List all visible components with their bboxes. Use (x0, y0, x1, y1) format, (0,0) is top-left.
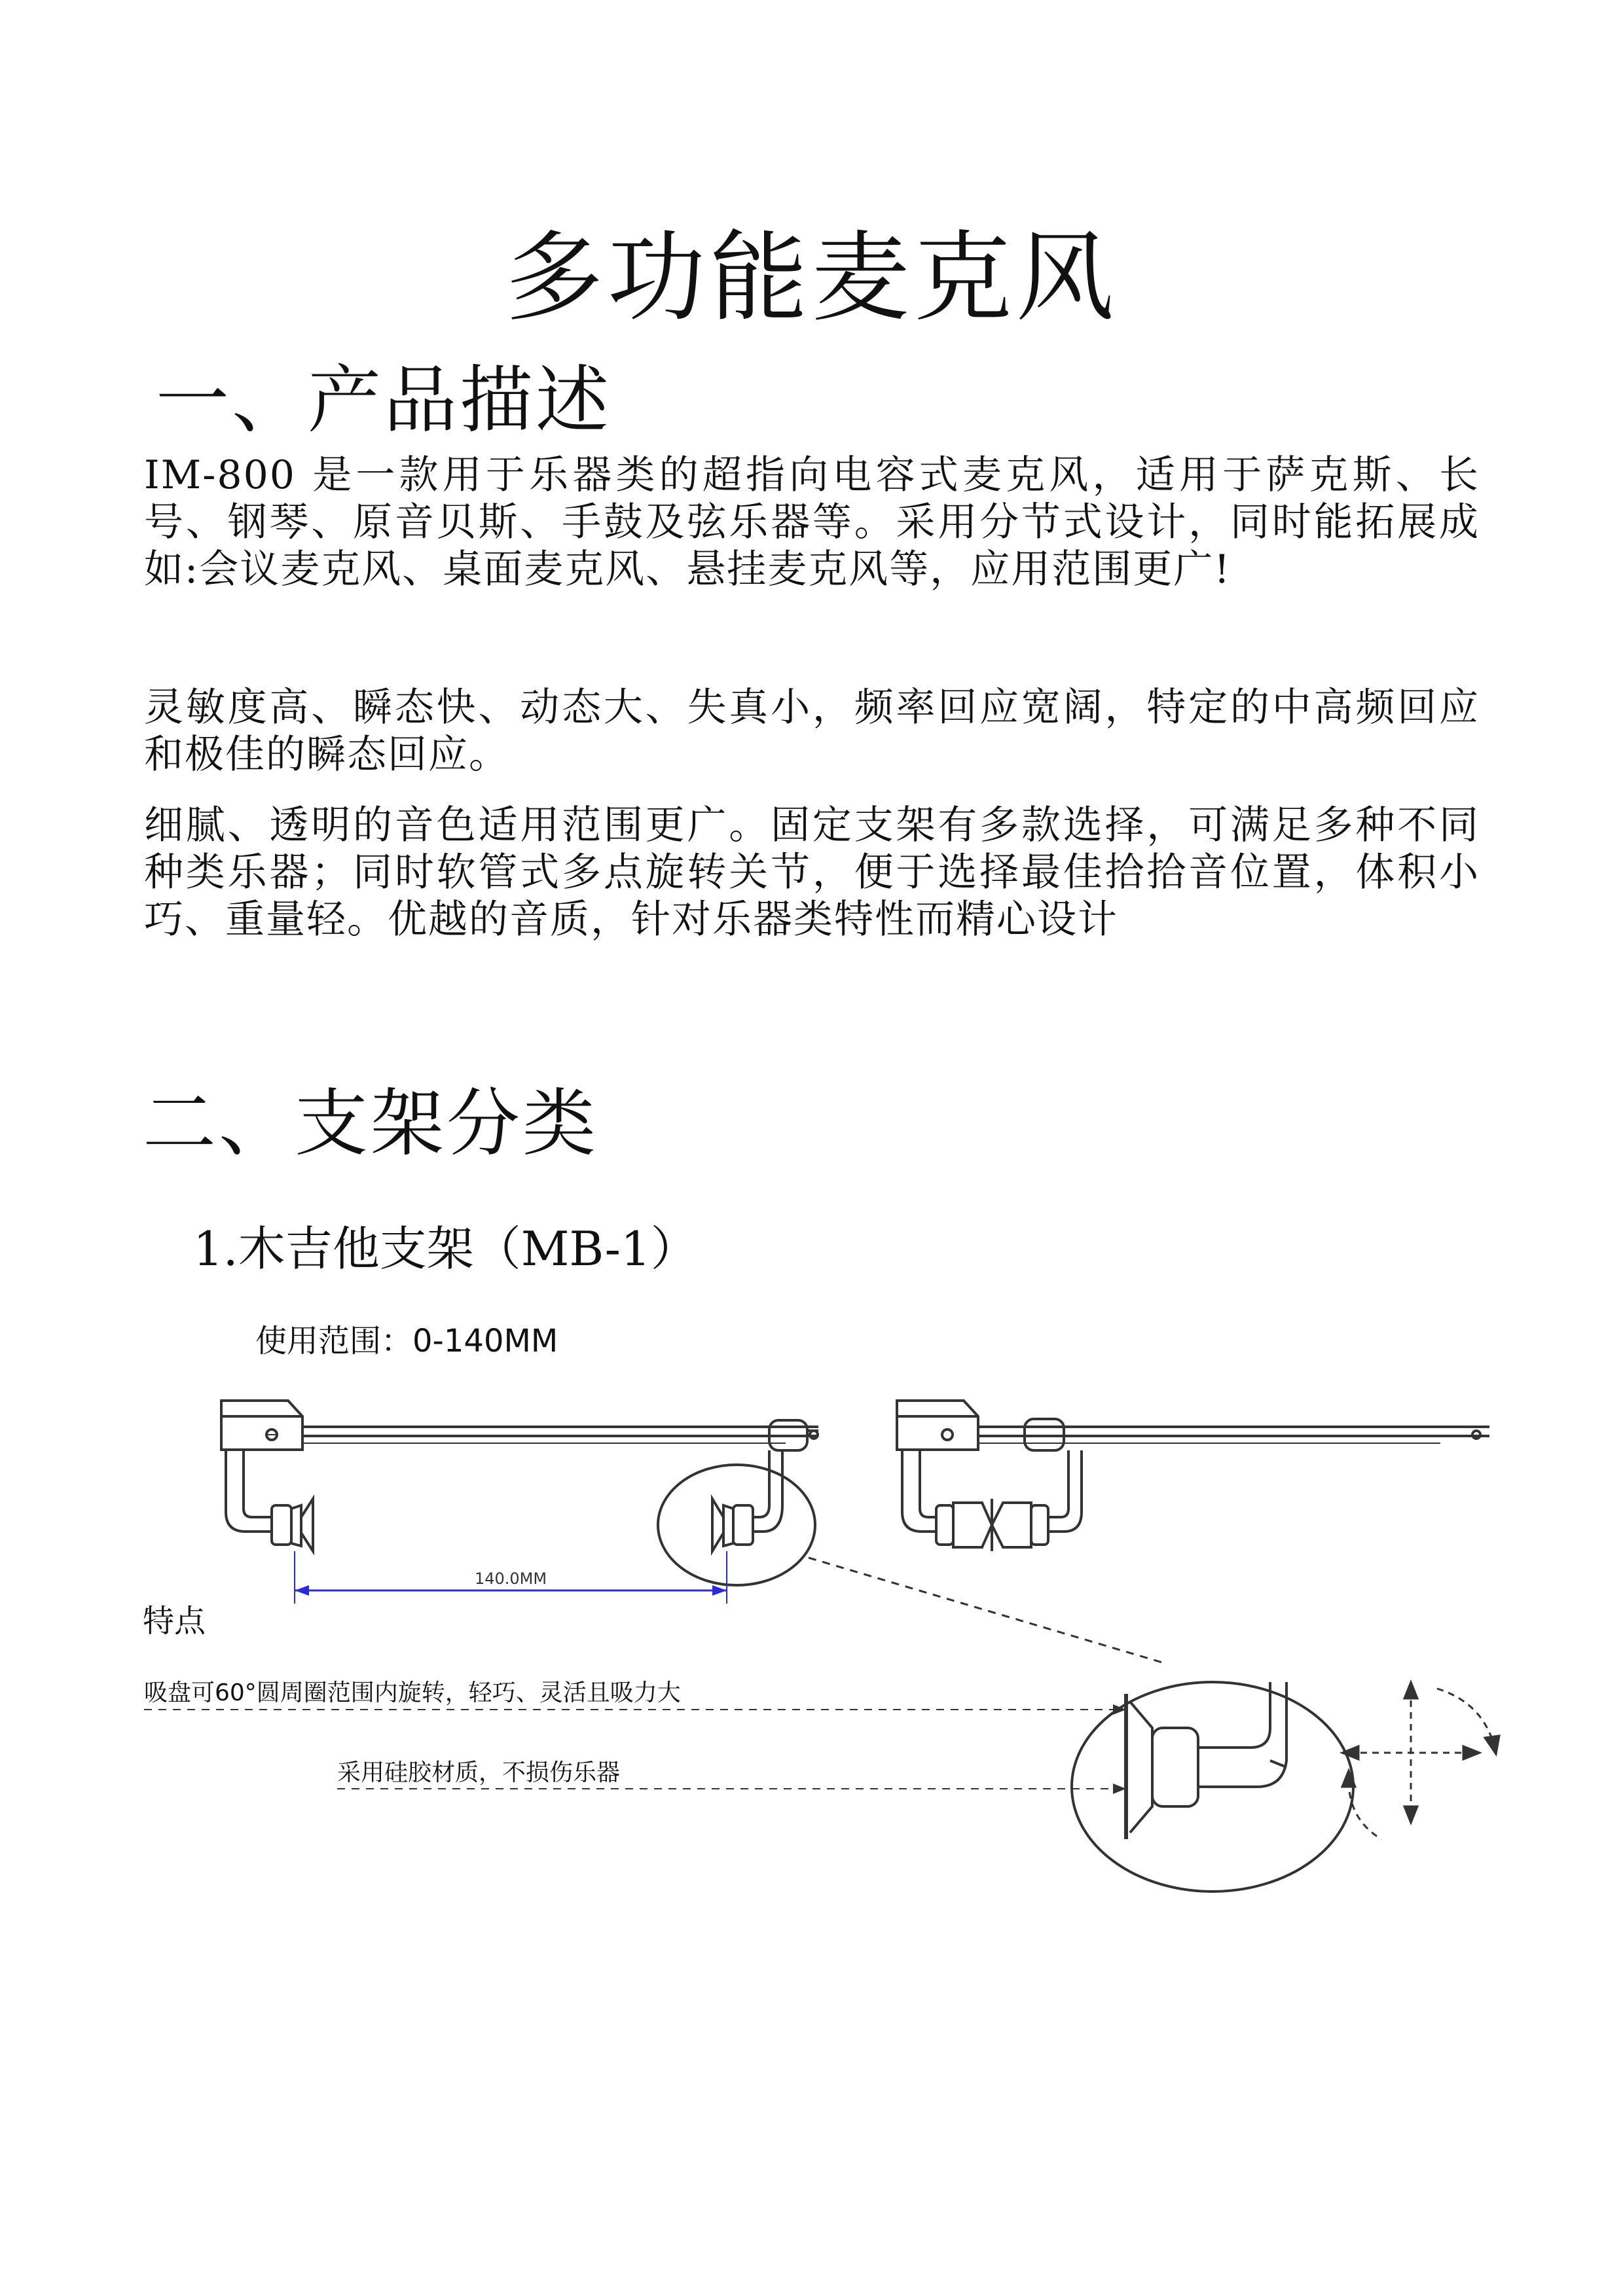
section-heading-brackets: 二、支架分类 (143, 1081, 598, 1166)
paragraph-features: 细腻、透明的音色适用范围更广。固定支架有多款选择，可满足多种不同种类乐器；同时软管式多点旋转关节，便于选择最佳拾拾音位置，体积小巧、重量轻。优越的音质，针对乐器类特性而精心设计 (144, 802, 1480, 942)
feature-rotation: 吸盘可60°圆周圈范围内旋转，轻巧、灵活且吸力大 (144, 1679, 681, 1706)
feature-silicone: 采用硅胶材质，不损伤乐器 (337, 1759, 621, 1786)
page-title: 多功能麦克风 (505, 221, 1118, 335)
bracket-right-drawing (897, 1401, 1489, 1551)
features-heading: 特点 (143, 1603, 206, 1640)
paragraph-performance: 灵敏度高、瞬态快、动态大、失真小，频率回应宽阔，特定的中高频回应和极佳的瞬态回应。 (144, 685, 1480, 778)
rotation-icon (1342, 1682, 1499, 1839)
bracket-item-title: 1.木吉他支架（MB-1） (193, 1221, 698, 1276)
paragraph-intro: IM-800 是一款用于乐器类的超指向电容式麦克风，适用于萨克斯、长号、钢琴、原音贝斯、手鼓及弦乐器等。采用分节式设计，同时能拓展成如:会议麦克风、桌面麦克风、悬挂麦克风等，应用范围更广! (144, 452, 1480, 592)
bracket-left-drawing (221, 1401, 1162, 1662)
dimension-label: 140.0MM (474, 1570, 547, 1588)
usage-range-note: 使用范围：0-140MM (255, 1323, 558, 1359)
section-heading-description: 一、产品描述 (156, 358, 611, 443)
